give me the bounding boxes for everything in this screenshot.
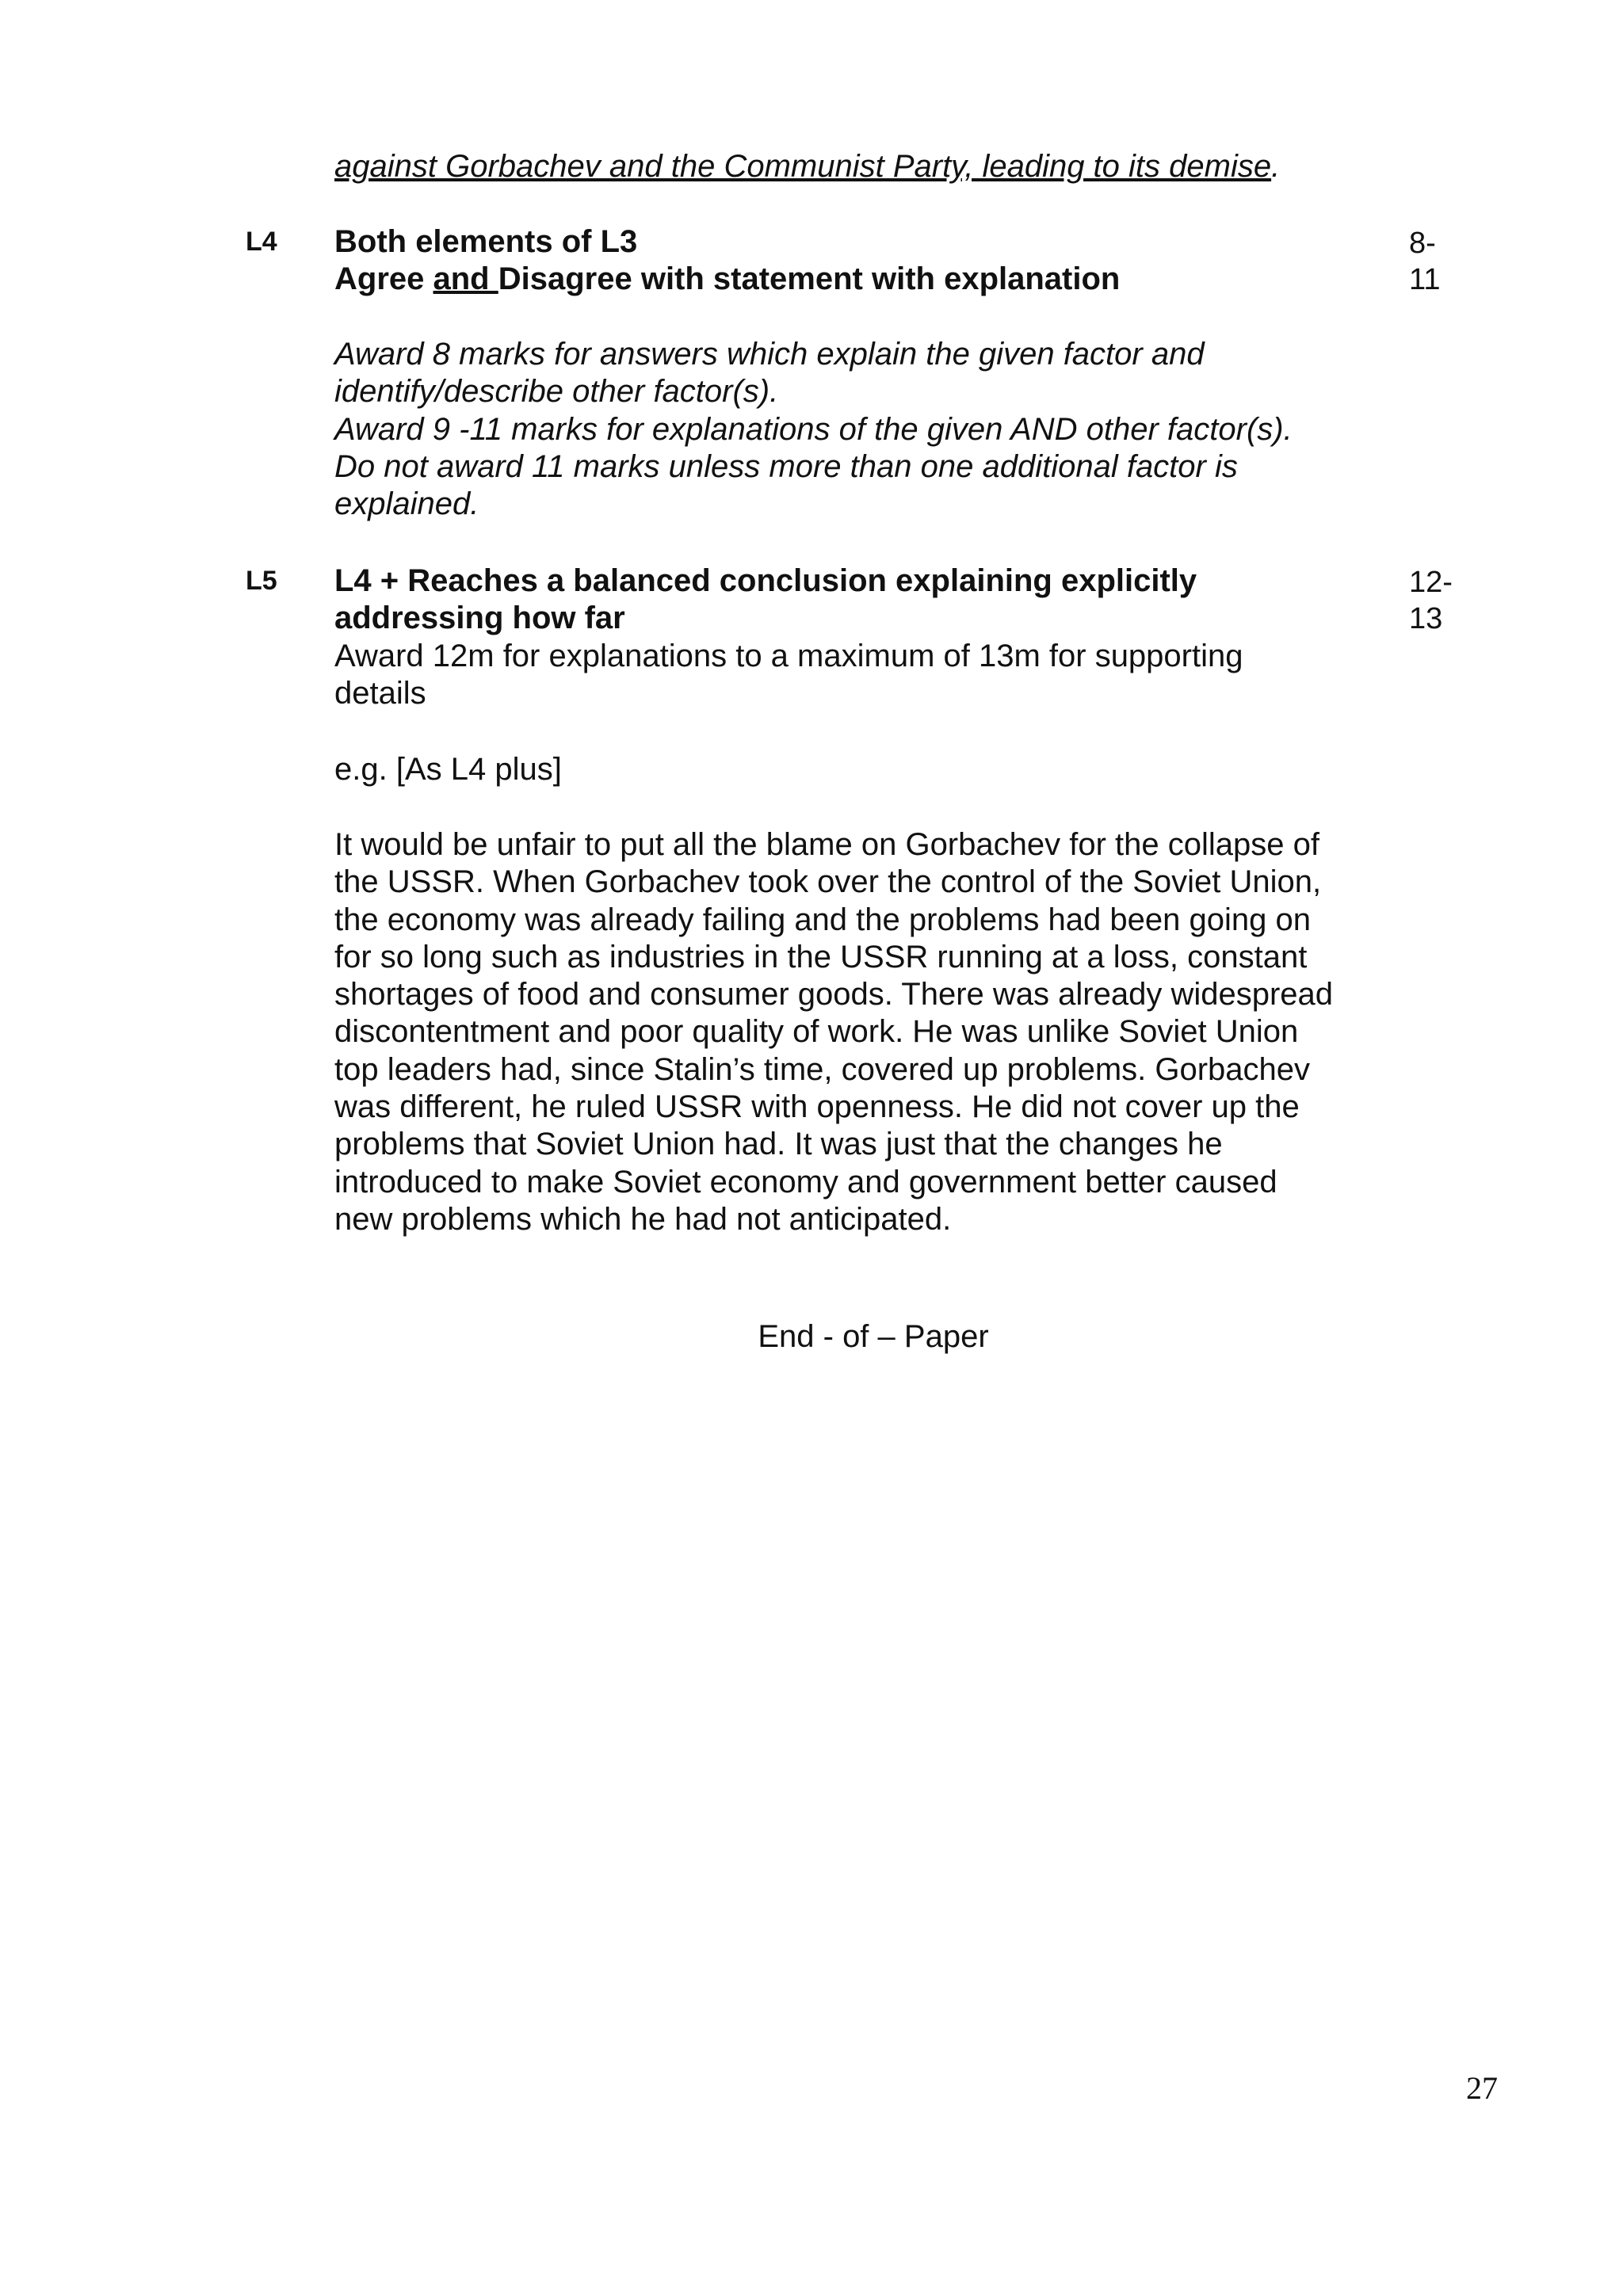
example-line: the economy was already failing and the problems had been going on bbox=[334, 902, 1311, 937]
marks-l4-line1: 8- bbox=[1409, 227, 1436, 260]
end-of-paper: End - of – Paper bbox=[758, 1319, 989, 1354]
l5-heading-line1: L4 + Reaches a balanced conclusion explaining explicitly bbox=[334, 563, 1197, 598]
example-line: It would be unfair to put all the blame on Gorbachev for the collapse of bbox=[334, 827, 1319, 862]
level-label-l5: L5 bbox=[246, 566, 277, 596]
example-line: the USSR. When Gorbachev took over the control of the Soviet Union, bbox=[334, 864, 1322, 900]
l4-guidance-line: identify/describe other factor(s). bbox=[334, 374, 779, 410]
l4-heading-line1: Both elements of L3 bbox=[334, 224, 638, 259]
example-line: was different, he ruled USSR with openness. He did not cover up the bbox=[334, 1089, 1300, 1125]
example-line: top leaders had, since Stalin’s time, covered up problems. Gorbachev bbox=[334, 1051, 1311, 1087]
example-line: shortages of food and consumer goods. There was already widespread bbox=[334, 977, 1334, 1013]
l4-guidance-line: Award 8 marks for answers which explain the given factor and bbox=[334, 337, 1205, 372]
example-line: discontentment and poor quality of work. He was unlike Soviet Union bbox=[334, 1014, 1299, 1050]
l4-guidance-line: Do not award 11 marks unless more than one additional factor is bbox=[334, 448, 1238, 484]
l4-guidance bbox=[334, 336, 1381, 523]
example-line: introduced to make Soviet economy and government better caused bbox=[334, 1164, 1277, 1199]
example-line: for so long such as industries in the USSR running at a loss, constant bbox=[334, 939, 1308, 974]
page-number: 27 bbox=[1466, 2070, 1498, 2106]
l5-award-line: details bbox=[334, 676, 426, 711]
marks-l4-line2: 11 bbox=[1409, 263, 1441, 296]
level-label-l4: L4 bbox=[246, 227, 277, 257]
l4-heading-agree: Agree bbox=[334, 261, 433, 296]
l5-award-line: Award 12m for explanations to a maximum of 13m for supporting bbox=[334, 639, 1243, 673]
l4-heading-line2 bbox=[334, 261, 1120, 298]
l5-example-paragraph bbox=[334, 826, 1381, 1238]
continuation-punct: . bbox=[1271, 149, 1281, 184]
marks-l5-line2: 13 bbox=[1409, 602, 1443, 635]
l5-heading-line2: addressing how far bbox=[334, 601, 625, 635]
continuation-line bbox=[334, 148, 1280, 185]
l5-award-text bbox=[334, 638, 1381, 713]
example-line: problems that Soviet Union had. It was just that the changes he bbox=[334, 1127, 1223, 1162]
continuation-underlined-text: against Gorbachev and the Communist Party, leading to its demise bbox=[334, 149, 1272, 184]
marks-l5-line1: 12- bbox=[1409, 566, 1453, 599]
example-line: new problems which he had not anticipated. bbox=[334, 1201, 952, 1237]
l4-heading-and: and bbox=[433, 261, 498, 296]
l4-guidance-line: Award 9 -11 marks for explanations of the given AND other factor(s). bbox=[334, 411, 1293, 447]
l4-guidance-line: explained. bbox=[334, 486, 479, 522]
l4-heading-rest: Disagree with statement with explanation bbox=[498, 261, 1121, 296]
l5-example-intro: e.g. [As L4 plus] bbox=[334, 752, 562, 787]
